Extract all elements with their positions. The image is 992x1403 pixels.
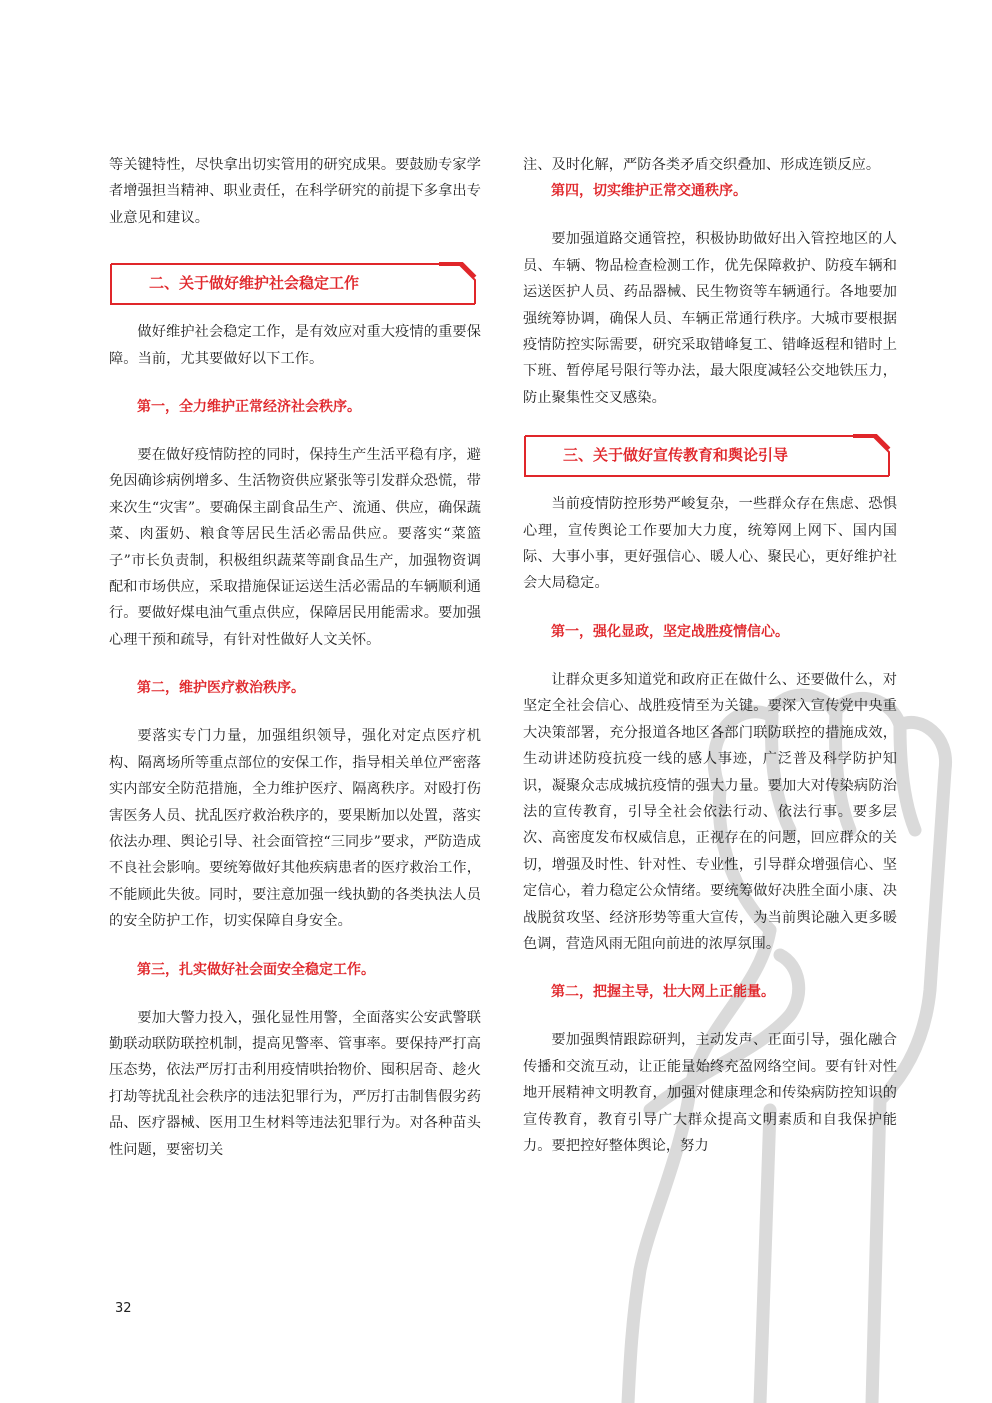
body-traffic-order: 要加强道路交通管控，积极协助做好出入管控地区的人员、车辆、物品检查检测工作，优先保障救护、防疫车辆和运送医护人员、药品器械、民生物资等车辆通行。各地要加强统筹协调，确保人员、车辆正常通行秩序。大城市要根据疫情防控实际需要，研究采取错峰复工、错峰返程和错时上下班、暂停尾号限行等办法，最大限度减轻公交地铁压力，防止聚集性交叉感染。 [523,231,897,406]
subheading-social-security: 第三，扎实做好社会面安全稳定工作。 [137,961,375,978]
subheading-economic-order: 第一，全力维护正常经济社会秩序。 [137,399,361,416]
section-title: 二、关于做好维护社会稳定工作 [149,274,360,293]
continuation-paragraph: 注、及时化解，严防各类矛盾交织叠加、形成连锁反应。 [523,157,881,173]
section-title: 三、关于做好宣传教育和舆论引导 [563,446,789,465]
body-economic-order: 要在做好疫情防控的同时，保持生产生活平稳有序，避免因确诊病例增多、生活物资供应紧张等引发群众恐慌，带来次生“灾害”。要确保主副食品生产、流通、供应，确保蔬菜、肉蛋奶、粮食等居民生活必需品供应。要落实“菜篮子”市长负责制，积极组织蔬菜等副食品生产，加强物资调配和市场供应，采取措施保证运送生活必需品的车辆顺利通行。要做好煤电油气重点供应，保障居民用能需求。要加强心理干预和疏导，有针对性做好人文关怀。 [109,447,481,648]
section-intro: 做好维护社会稳定工作，是有效应对重大疫情的重要保障。当前，尤其要做好以下工作。 [109,324,481,367]
body-medical-order: 要落实专门力量，加强组织领导，强化对定点医疗机构、隔离场所等重点部位的安保工作，指导相关单位严密落实内部安全防范措施，全力维护医疗、隔离秩序。对殴打伤害医务人员、扰乱医疗救治秩序的，要果断加以处置，落实依法办理、舆论引导、社会面管控“三同步”要求，严防造成不良社会影响。要统筹做好其他疾病患者的医疗救治工作，不能顾此失彼。同时，要注意加强一线执勤的各类执法人员的安全防护工作，切实保障自身安全。 [109,728,481,930]
page-number: 32 [115,1301,132,1316]
body-confidence: 让群众更多知道党和政府正在做什么、还要做什么，对坚定全社会信心、战胜疫情至为关键。要深入宣传党中央重大决策部署，充分报道各地区各部门联防联控的措施成效，生动讲述防疫抗疫一线的感人事迹，广泛普及科学防护知识，凝聚众志成城抗疫情的强大力量。要加大对传染病防治法的宣传教育，引导全社会依法行动、依法行事。要多层次、高密度发布权威信息，正视存在的问题，回应群众的关切，增强及时性、针对性、专业性，引导群众增强信心、坚定信心，着力稳定公众情绪。要统筹做好决胜全面小康、决战脱贫攻坚、经济形势等重大宣传，为当前舆论融入更多暖色调，营造风雨无阻向前进的浓厚氛围。 [523,671,897,952]
section-header-publicity [523,433,891,479]
body-online-energy: 要加强舆情跟踪研判，主动发声、正面引导，强化融合传播和交流互动，让正能量始终充盈网络空间。要有针对性地开展精神文明教育，加强对健康理念和传染病防控知识的宣传教育，教育引导广大群众提高文明素质和自我保护能力。要把控好整体舆论，努力 [523,1032,897,1154]
intro-paragraph: 等关键特性，尽快拿出切实管用的研究成果。要鼓励专家学者增强担当精神、职业责任，在科学研究的前提下多拿出专业意见和建议。 [109,157,481,226]
right-column [523,152,897,1159]
body-social-security: 要加大警力投入，强化显性用警，全面落实公安武警联勤联动联防联控机制，提高见警率、管事率。要保持严打高压态势，依法严厉打击利用疫情哄抬物价、囤积居奇、趁火打劫等扰乱社会秩序的违法犯罪行为，严厉打击制售假劣药品、医疗器械、医用卫生材料等违法犯罪行为。对各种苗头性问题，要密切关 [109,1009,481,1158]
subheading-online-energy: 第二，把握主导，壮大网上正能量。 [551,984,775,1001]
subheading-medical-order: 第二，维护医疗救治秩序。 [137,680,305,697]
subheading-traffic-order: 第四，切实维护正常交通秩序。 [551,183,747,200]
section-header-social-stability [109,261,477,307]
subheading-confidence: 第一，强化显政，坚定战胜疫情信心。 [551,623,789,640]
left-column [109,152,481,1163]
section-intro: 当前疫情防控形势严峻复杂，一些群众存在焦虑、恐惧心理，宣传舆论工作要加大力度，统筹网上网下、国内国际、大事小事，更好强信心、暖人心、聚民心，更好维护社会大局稳定。 [523,496,897,592]
